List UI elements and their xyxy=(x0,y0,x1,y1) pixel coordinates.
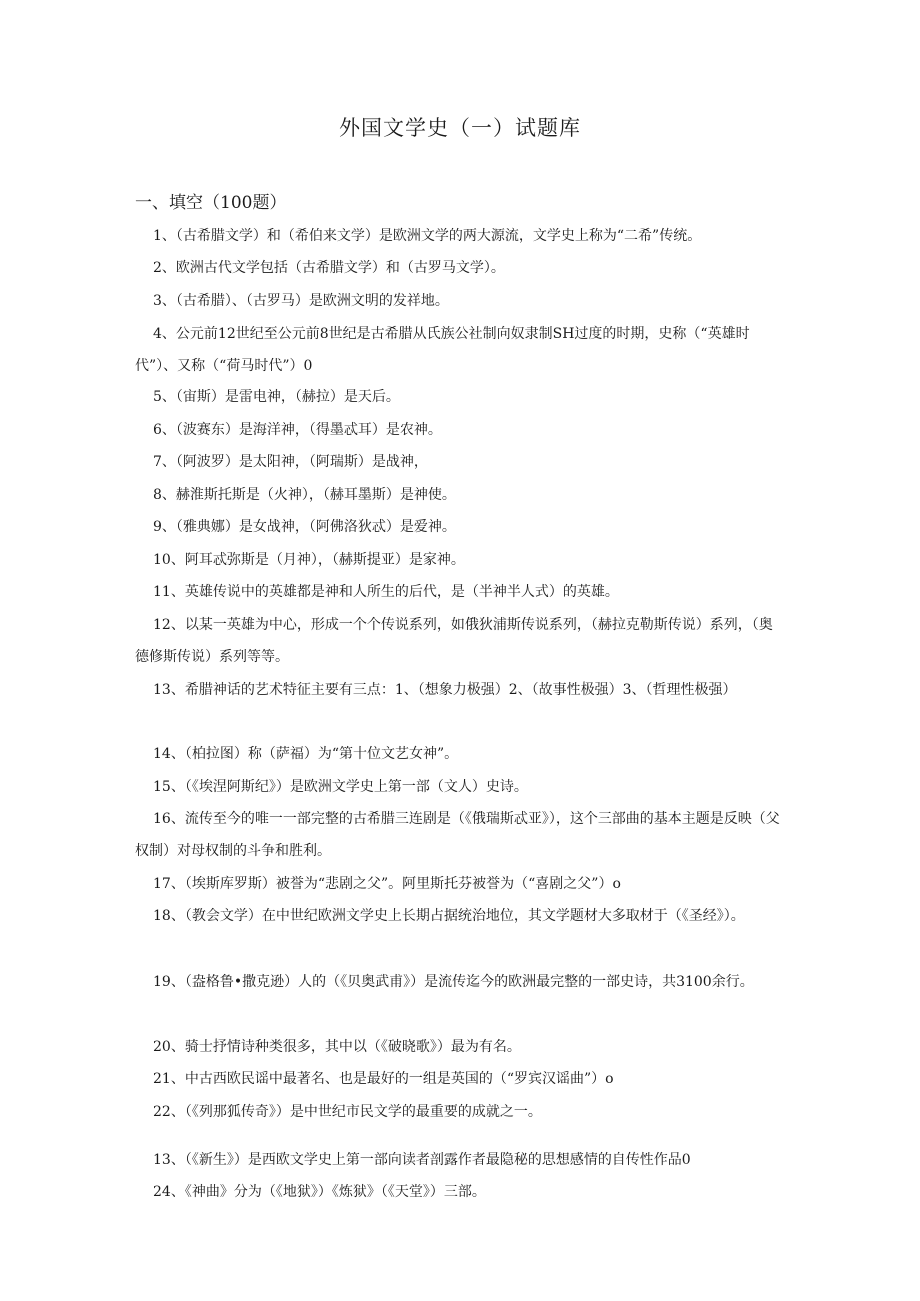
question-item: 17、（埃斯库罗斯）被誉为“悲剧之父”。阿里斯托芬被誉为（“喜剧之父”）o xyxy=(153,876,621,892)
question-item: 24、《神曲》分为（《地狱》）《炼狱》（《天堂》）三部。 xyxy=(153,1184,486,1200)
question-item: 18、（教会文学）在中世纪欧洲文学史上长期占据统治地位，其文学题材大多取材于（《圣经》）。 xyxy=(153,908,745,924)
question-item: 8、赫淮斯托斯是（火神），（赫耳墨斯）是神使。 xyxy=(153,487,456,503)
question-item: 12、以某一英雄为中心，形成一个个传说系列，如俄狄浦斯传说系列，（赫拉克勒斯传说）系列，（奥德修斯传说）系列等等。 xyxy=(135,617,773,665)
question-item: 14、（柏拉图）称（萨福）为“第十位文艺女神”。 xyxy=(153,746,459,762)
question-item: 4、公元前12世纪至公元前8世纪是古希腊从氏族公社制向奴隶制SH过度的时期，史称（“英雄时代”）、又称（“荷马时代”）0 xyxy=(135,326,750,374)
question-item: 11、英雄传说中的英雄都是神和人所生的后代，是（半神半人式）的英雄。 xyxy=(153,584,619,600)
question-item: 6、（波赛东）是海洋神，（得墨忒耳）是农神。 xyxy=(153,422,442,438)
question-item: 19、（盎格鲁•撒克逊）人的（《贝奥武甫》）是流传迄今的欧洲最完整的一部史诗，共3100余行。 xyxy=(153,974,754,990)
question-item: 21、中古西欧民谣中最著名、也是最好的一组是英国的（“罗宾汉谣曲”）o xyxy=(153,1071,614,1087)
question-item: 20、骑士抒情诗种类很多，其中以（《破晓歌》）最为有名。 xyxy=(153,1039,521,1055)
page-title: 外国文学史（一）试题库 xyxy=(339,116,581,140)
question-item: 5、（宙斯）是雷电神，（赫拉）是天后。 xyxy=(153,389,400,405)
question-item: 13、希腊神话的艺术特征主要有三点：1、（想象力极强）2、（故事性极强）3、（哲理性极强） xyxy=(153,682,737,698)
question-item: 22、（《列那狐传奇》）是中世纪市民文学的最重要的成就之一。 xyxy=(153,1104,542,1120)
question-item: 7、（阿波罗）是太阳神，（阿瑞斯）是战神， xyxy=(153,454,428,470)
question-item: 3、（古希腊）、（古罗马）是欧洲文明的发祥地。 xyxy=(153,293,449,309)
question-item: 15、（《埃涅阿斯纪》）是欧洲文学史上第一部（文人）史诗。 xyxy=(153,779,528,795)
question-item: 16、流传至今的唯一一部完整的古希腊三连剧是（《俄瑞斯忒亚》），这个三部曲的基本主题是反映（父权制）对母权制的斗争和胜利。 xyxy=(135,811,780,859)
question-item: 13、（《新生》）是西欧文学史上第一部向读者剖露作者最隐秘的思想感情的自传性作品0 xyxy=(153,1152,691,1168)
question-item: 9、（雅典娜）是女战神，（阿佛洛狄忒）是爱神。 xyxy=(153,519,456,535)
question-item: 2、欧洲古代文学包括（古希腊文学）和（古罗马文学）。 xyxy=(153,260,505,276)
question-item: 1、（古希腊文学）和（希伯来文学）是欧洲文学的两大源流，文学史上称为“二希”传统。 xyxy=(153,228,702,244)
section-heading: 一、填空（100题） xyxy=(135,193,287,213)
question-item: 10、阿耳忒弥斯是（月神），（赫斯提亚）是家神。 xyxy=(153,552,465,568)
